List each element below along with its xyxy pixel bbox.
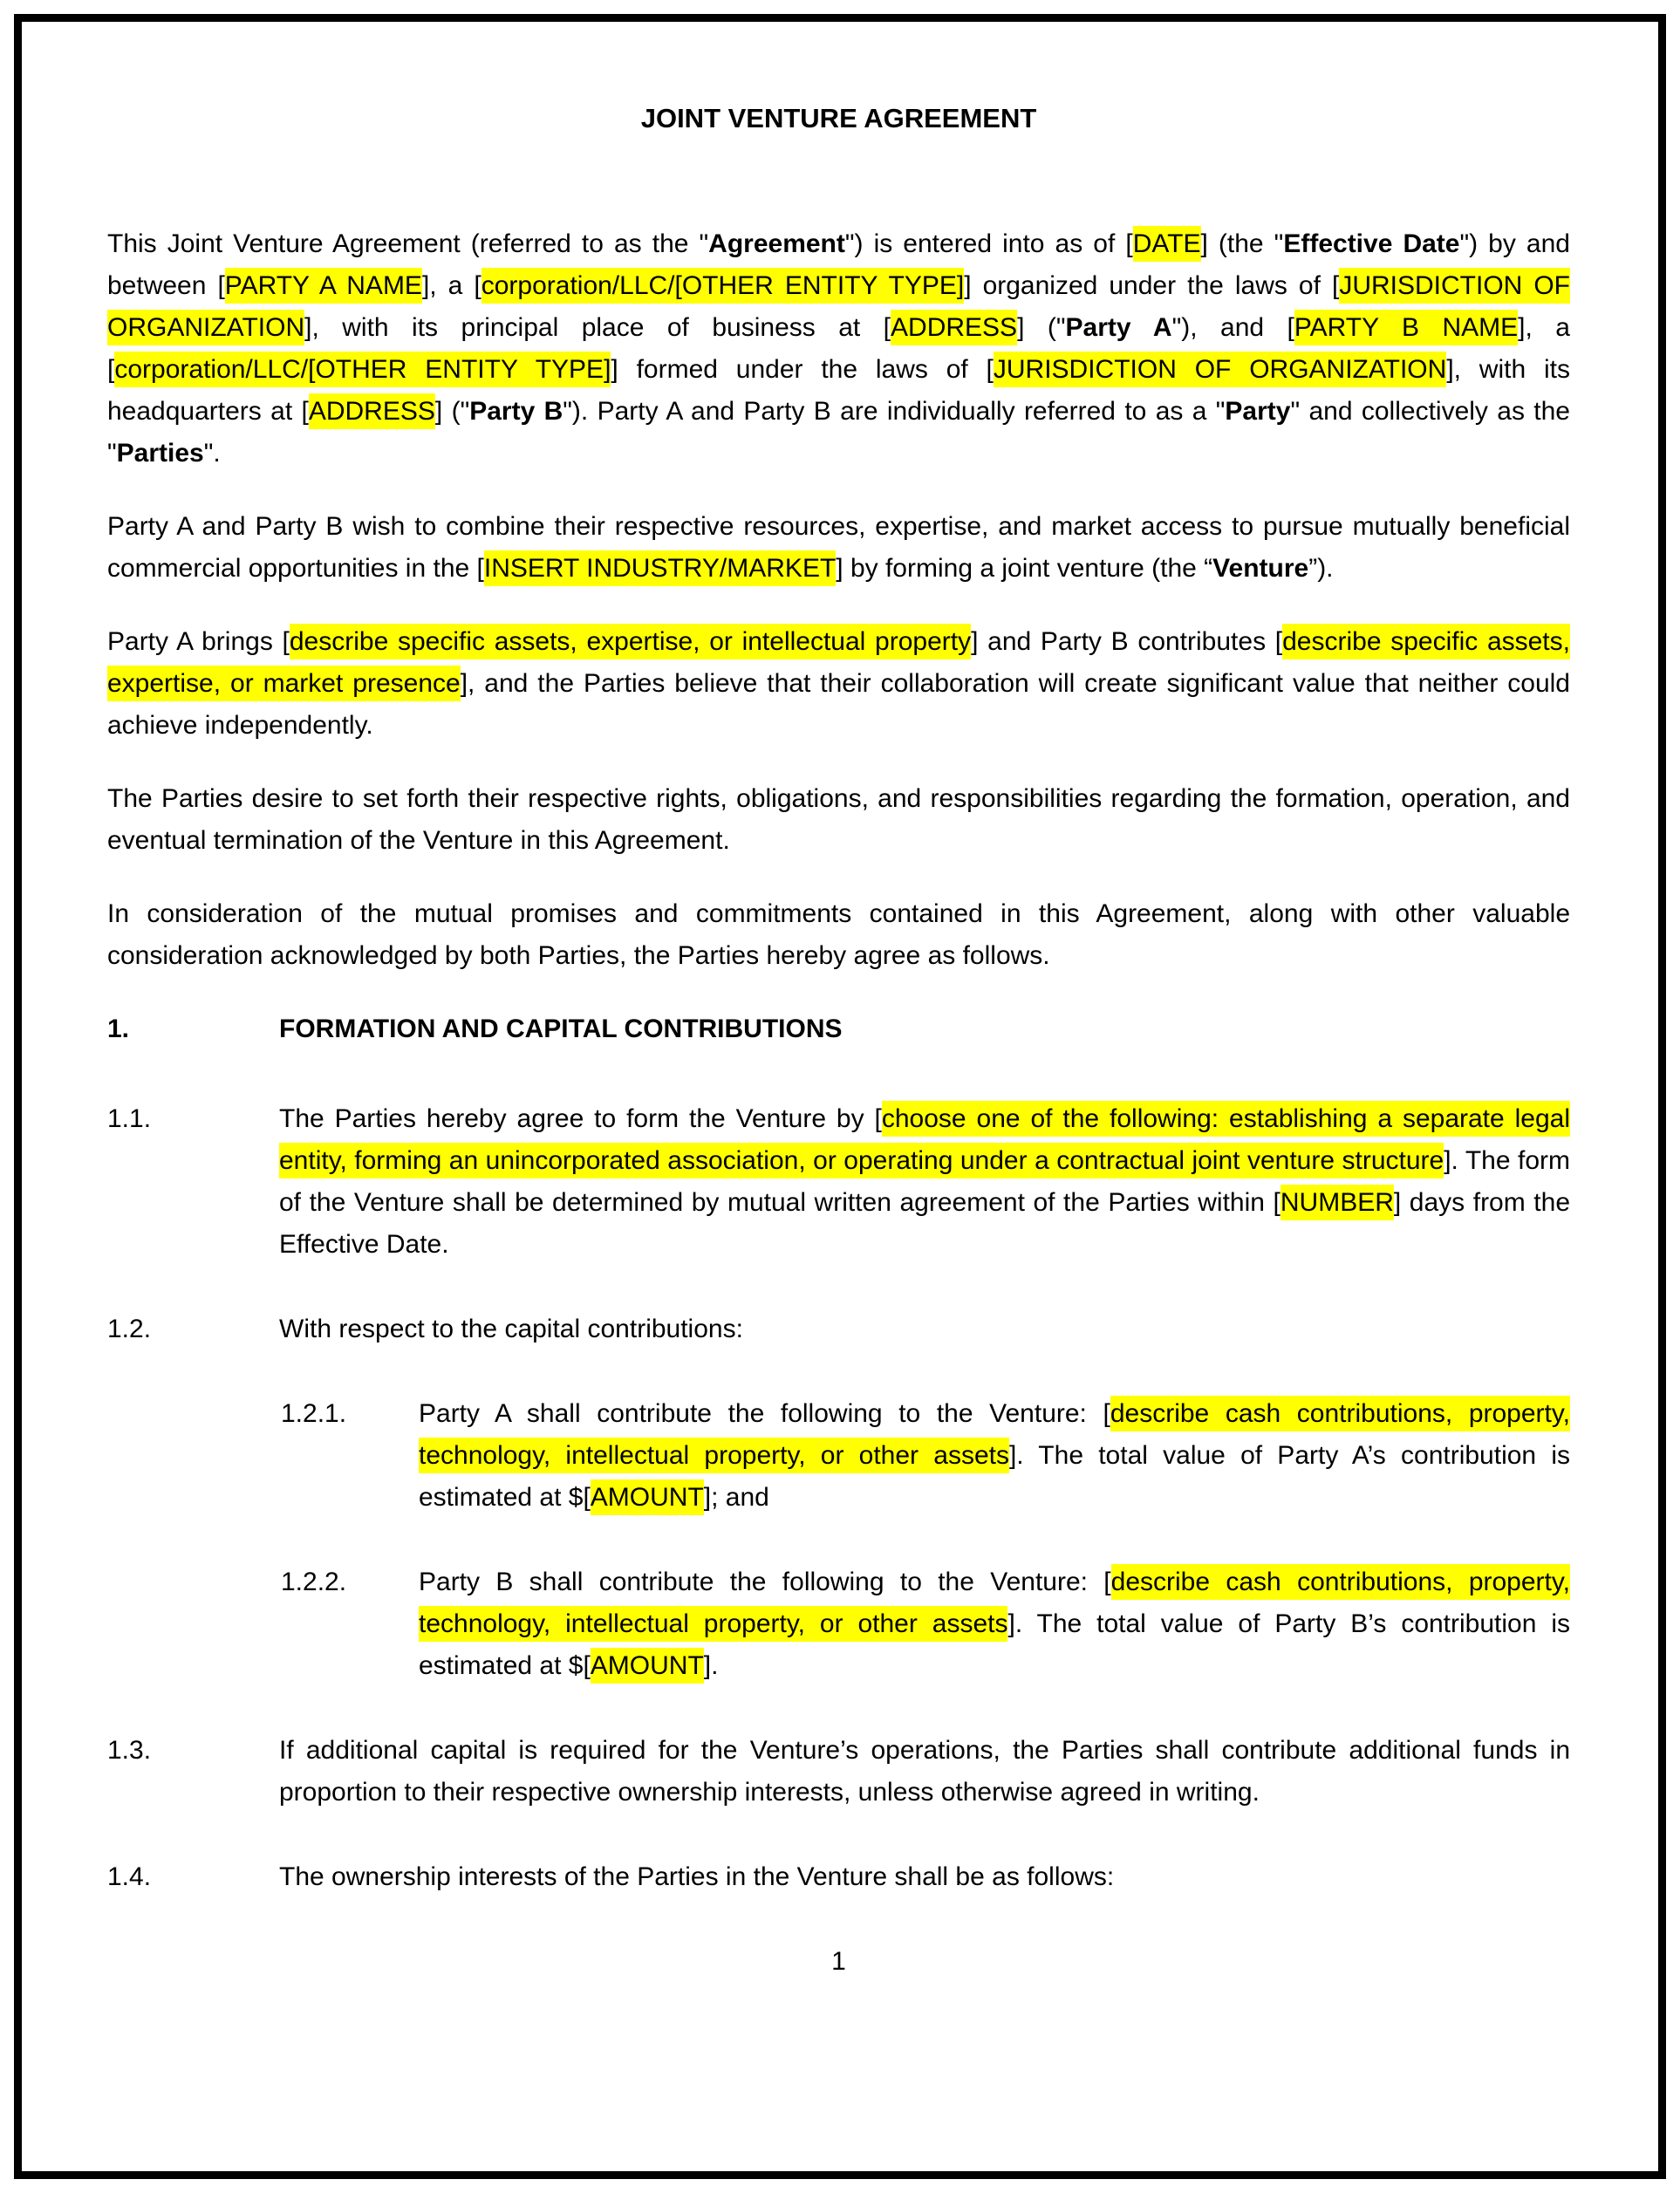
- placeholder-highlight: AMOUNT: [591, 1479, 704, 1515]
- placeholder-highlight: NUMBER: [1280, 1185, 1394, 1220]
- text-run: ] (": [434, 397, 470, 426]
- text-run: ]. The form of the Venture shall be determined by mutual written agreement of the Parties within [: [279, 1146, 1570, 1217]
- paragraph: [107, 621, 1570, 747]
- paragraph: [107, 506, 1570, 590]
- clause-number: 1.2.2.: [281, 1568, 347, 1596]
- text-run: ]. The total value of Party A’s contribution is estimated at $[: [419, 1441, 1570, 1512]
- placeholder-highlight: JURISDICTION OF ORGANIZATION: [107, 268, 1570, 345]
- placeholder-highlight: DATE: [1133, 226, 1201, 262]
- text-run: ], with its headquarters at [: [107, 355, 1570, 426]
- text-run: "). Party A and Party B are individually referred to as a ": [563, 397, 1226, 426]
- placeholder-highlight: PARTY B NAME: [1294, 310, 1518, 345]
- placeholder-highlight: choose one of the following: establishing a separate legal entity, forming an unincorporated association, or operating under a contractual joint venture structure: [279, 1101, 1570, 1178]
- clause-number: 1.2.: [107, 1315, 152, 1343]
- text-run: "), and [: [1171, 313, 1294, 342]
- clause-item: [281, 1561, 1570, 1687]
- defined-term: Party A: [1065, 313, 1172, 342]
- placeholder-highlight: describe cash contributions, property, technology, intellectual property, or other assets: [419, 1396, 1570, 1473]
- text-run: Party A brings [: [107, 627, 290, 656]
- defined-term: FORMATION AND CAPITAL CONTRIBUTIONS: [279, 1015, 843, 1043]
- paragraph: [107, 893, 1570, 977]
- text-run: In consideration of the mutual promises and commitments contained in this Agreement, along with other valuable consideration acknowledged by both Parties, the Parties hereby agree as follows.: [107, 899, 1570, 970]
- section-heading: [107, 1008, 1570, 1050]
- clause-text: [419, 1561, 1570, 1687]
- text-run: ], and the Parties believe that their collaboration will create significant value that neither could achieve independently.: [107, 669, 1570, 740]
- placeholder-highlight: ADDRESS: [891, 310, 1017, 345]
- placeholder-highlight: AMOUNT: [591, 1648, 704, 1684]
- text-run: ]; and: [703, 1483, 769, 1512]
- text-run: ].: [703, 1651, 719, 1680]
- clause-item: [107, 1730, 1570, 1814]
- clause-text: [419, 1393, 1570, 1519]
- text-run: ], a [: [107, 313, 1570, 384]
- text-run: ] days from the Effective Date.: [279, 1188, 1570, 1259]
- placeholder-highlight: describe cash contributions, property, technology, intellectual property, or other assets: [419, 1564, 1570, 1642]
- clause-item: [107, 1308, 1570, 1350]
- clause-number: 1.4.: [107, 1862, 152, 1891]
- text-run: The Parties desire to set forth their respective rights, obligations, and responsibilities regarding the formation, operation, and eventual termination of the Venture in this Agreement.: [107, 784, 1570, 855]
- text-run: ") by and between [: [107, 229, 1570, 300]
- text-run: ] by forming a joint venture (the “: [836, 554, 1213, 583]
- text-run: ] formed under the laws of [: [611, 355, 994, 384]
- document-body: [107, 223, 1570, 1898]
- clause-text: [279, 1008, 1570, 1050]
- clause-text: [279, 1308, 1570, 1350]
- clause-text: [279, 1730, 1570, 1814]
- clause-number: 1.3.: [107, 1736, 152, 1765]
- clause-text: [279, 1098, 1570, 1266]
- defined-term: Party B: [469, 397, 563, 426]
- text-run: ] and Party B contributes [: [971, 627, 1283, 656]
- defined-term: Party: [1225, 397, 1291, 426]
- page-content: [107, 98, 1570, 1983]
- placeholder-highlight: PARTY A NAME: [225, 268, 422, 304]
- text-run: ]. The total value of Party B’s contribution is estimated at $[: [419, 1609, 1570, 1680]
- text-run: This Joint Venture Agreement (referred to as the ": [107, 229, 709, 258]
- text-run: ] organized under the laws of [: [964, 271, 1340, 300]
- text-run: With respect to the capital contributions:: [279, 1315, 743, 1343]
- text-run: ], a [: [421, 271, 481, 300]
- text-run: ] (the ": [1200, 229, 1284, 258]
- placeholder-highlight: describe specific assets, expertise, or intellectual property: [290, 624, 971, 659]
- placeholder-highlight: corporation/LLC/[OTHER ENTITY TYPE]: [481, 268, 964, 304]
- placeholder-highlight: ADDRESS: [309, 393, 435, 429]
- clause-text: [279, 1856, 1570, 1898]
- clause-number: 1.: [107, 1015, 130, 1043]
- text-run: Party A and Party B wish to combine their respective resources, expertise, and market access to pursue mutually beneficial commercial opportunities in the [: [107, 512, 1570, 583]
- defined-term: Venture: [1212, 554, 1309, 583]
- text-run: Party B shall contribute the following to the Venture: [: [419, 1568, 1111, 1596]
- placeholder-highlight: INSERT INDUSTRY/MARKET: [484, 550, 836, 586]
- page-number: 1: [831, 1947, 846, 1976]
- text-run: ”).: [1308, 554, 1334, 583]
- clause-item: [107, 1098, 1570, 1266]
- text-run: ") is entered into as of [: [844, 229, 1133, 258]
- defined-term: Effective Date: [1283, 229, 1460, 258]
- text-run: ".: [203, 439, 221, 468]
- text-run: Party A shall contribute the following to the Venture: [: [419, 1399, 1110, 1428]
- placeholder-highlight: corporation/LLC/[OTHER ENTITY TYPE]: [114, 352, 611, 387]
- paragraph: [107, 223, 1570, 475]
- clause-number: 1.2.1.: [281, 1399, 347, 1428]
- clause-item: [281, 1393, 1570, 1519]
- defined-term: Agreement: [708, 229, 845, 258]
- text-run: The ownership interests of the Parties in the Venture shall be as follows:: [279, 1862, 1115, 1891]
- text-run: If additional capital is required for the Venture’s operations, the Parties shall contribute additional funds in proportion to their respective ownership interests, unless otherwise agreed in writing.: [279, 1736, 1570, 1807]
- text-run: ] (": [1017, 313, 1066, 342]
- placeholder-highlight: JURISDICTION OF ORGANIZATION: [994, 352, 1446, 387]
- document-title: JOINT VENTURE AGREEMENT: [640, 103, 1037, 133]
- clause-item: [107, 1856, 1570, 1898]
- text-run: The Parties hereby agree to form the Venture by [: [279, 1104, 882, 1133]
- defined-term: Parties: [116, 439, 204, 468]
- placeholder-highlight: describe specific assets, expertise, or market presence: [107, 624, 1570, 701]
- paragraph: [107, 778, 1570, 862]
- text-run: " and collectively as the ": [107, 397, 1570, 468]
- clause-number: 1.1.: [107, 1104, 152, 1133]
- text-run: ], with its principal place of business at [: [304, 313, 891, 342]
